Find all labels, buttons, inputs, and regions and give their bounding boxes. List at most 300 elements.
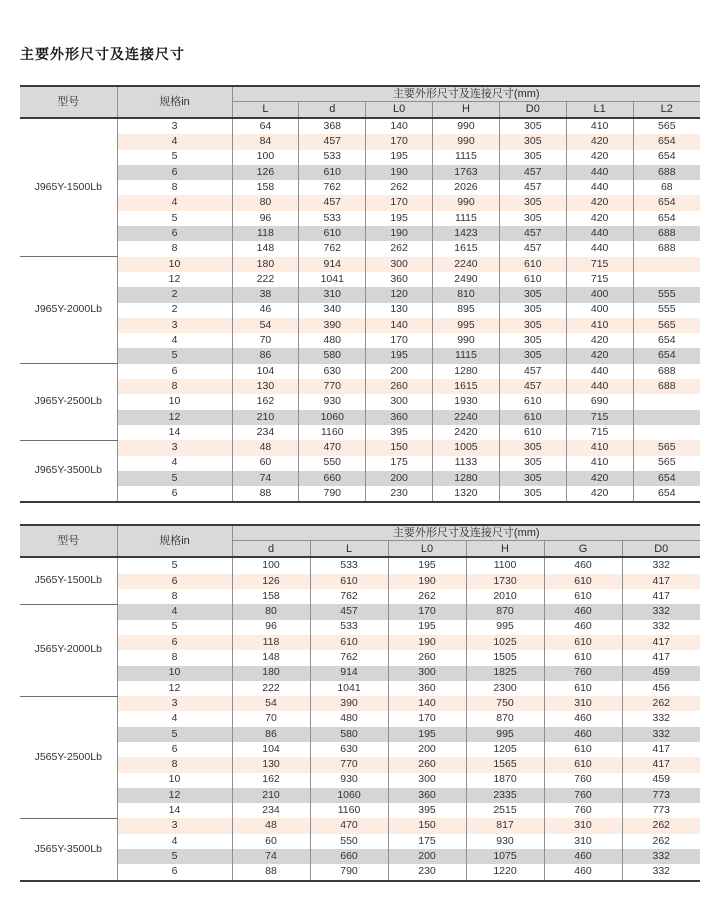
value-cell: 420 (566, 471, 633, 486)
value-cell: 457 (299, 134, 366, 149)
model-cell: J565Y-1500Lb (20, 557, 117, 604)
spec-cell: 6 (117, 742, 232, 757)
value-cell: 565 (633, 318, 700, 333)
value-cell: 104 (232, 364, 299, 379)
value-cell: 417 (622, 635, 700, 650)
value-cell (633, 425, 700, 440)
column-header-d0: D0 (499, 102, 566, 119)
value-cell: 660 (299, 471, 366, 486)
table-row (20, 318, 700, 333)
value-cell: 1160 (299, 425, 366, 440)
value-cell: 162 (232, 773, 310, 788)
value-cell: 96 (232, 620, 310, 635)
spec-cell: 8 (117, 589, 232, 604)
value-cell: 360 (366, 410, 433, 425)
value-cell: 1615 (433, 241, 500, 256)
value-cell: 300 (388, 666, 466, 681)
value-cell: 555 (633, 303, 700, 318)
dimensions-table-j565y (20, 524, 700, 881)
value-cell: 610 (499, 257, 566, 272)
spec-cell: 5 (117, 348, 232, 363)
column-header-l1: L1 (566, 102, 633, 119)
value-cell: 150 (366, 440, 433, 455)
value-cell: 990 (433, 134, 500, 149)
value-cell: 340 (299, 303, 366, 318)
spec-cell: 10 (117, 394, 232, 409)
value-cell: 2240 (433, 410, 500, 425)
value-cell: 610 (299, 165, 366, 180)
spec-cell: 6 (117, 486, 232, 502)
value-cell: 690 (566, 394, 633, 409)
spec-cell: 6 (117, 165, 232, 180)
value-cell: 1100 (466, 557, 544, 573)
value-cell: 762 (299, 180, 366, 195)
value-cell: 2490 (433, 272, 500, 287)
spec-cell: 6 (117, 574, 232, 589)
table-row (20, 864, 700, 880)
value-cell: 1060 (299, 410, 366, 425)
value-cell: 262 (366, 180, 433, 195)
value-cell: 180 (232, 257, 299, 272)
value-cell: 368 (299, 118, 366, 134)
model-cell: J565Y-3500Lb (20, 818, 117, 880)
value-cell: 420 (566, 486, 633, 502)
value-cell: 654 (633, 195, 700, 210)
value-cell: 995 (433, 318, 500, 333)
spec-cell: 3 (117, 818, 232, 833)
value-cell: 610 (499, 425, 566, 440)
table-row (20, 849, 700, 864)
value-cell: 195 (388, 620, 466, 635)
value-cell: 140 (366, 118, 433, 134)
value-cell: 773 (622, 803, 700, 818)
value-cell: 310 (544, 834, 622, 849)
table-row (20, 379, 700, 394)
value-cell: 305 (499, 150, 566, 165)
value-cell: 1115 (433, 211, 500, 226)
value-cell: 262 (388, 589, 466, 604)
table-row (20, 803, 700, 818)
spec-cell: 8 (117, 379, 232, 394)
value-cell: 170 (388, 604, 466, 619)
spec-cell: 8 (117, 241, 232, 256)
value-cell: 410 (566, 318, 633, 333)
value-cell: 400 (566, 303, 633, 318)
value-cell: 654 (633, 333, 700, 348)
table-row (20, 226, 700, 241)
value-cell: 417 (622, 742, 700, 757)
value-cell: 120 (366, 287, 433, 302)
value-cell: 300 (388, 773, 466, 788)
value-cell: 305 (499, 118, 566, 134)
value-cell: 1615 (433, 379, 500, 394)
table-row (20, 333, 700, 348)
value-cell: 305 (499, 333, 566, 348)
value-cell: 760 (544, 773, 622, 788)
value-cell: 234 (232, 425, 299, 440)
value-cell: 118 (232, 226, 299, 241)
value-cell: 1280 (433, 471, 500, 486)
value-cell: 260 (366, 379, 433, 394)
value-cell: 660 (310, 849, 388, 864)
value-cell: 930 (299, 394, 366, 409)
table-row (20, 773, 700, 788)
value-cell: 895 (433, 303, 500, 318)
value-cell: 390 (310, 696, 388, 711)
value-cell: 74 (232, 849, 310, 864)
table-row (20, 348, 700, 363)
value-cell: 305 (499, 471, 566, 486)
spec-cell: 5 (117, 620, 232, 635)
model-column-header: 型号 (20, 86, 117, 118)
value-cell: 440 (566, 241, 633, 256)
value-cell: 565 (633, 440, 700, 455)
value-cell: 260 (388, 650, 466, 665)
value-cell: 200 (366, 471, 433, 486)
value-cell: 195 (366, 150, 433, 165)
value-cell: 580 (310, 727, 388, 742)
value-cell: 1160 (310, 803, 388, 818)
value-cell: 332 (622, 620, 700, 635)
value-cell: 790 (310, 864, 388, 880)
value-cell: 610 (499, 394, 566, 409)
table-row (20, 727, 700, 742)
value-cell (633, 272, 700, 287)
value-cell: 456 (622, 681, 700, 696)
value-cell: 230 (366, 486, 433, 502)
table-row (20, 287, 700, 302)
value-cell: 420 (566, 195, 633, 210)
value-cell: 688 (633, 379, 700, 394)
value-cell: 480 (299, 333, 366, 348)
value-cell: 457 (499, 241, 566, 256)
value-cell: 995 (466, 727, 544, 742)
value-cell: 48 (232, 440, 299, 455)
column-header-l2: L2 (633, 102, 700, 119)
value-cell: 140 (388, 696, 466, 711)
value-cell: 126 (232, 574, 310, 589)
value-cell: 2335 (466, 788, 544, 803)
value-cell (633, 394, 700, 409)
table-row (20, 620, 700, 635)
value-cell: 200 (366, 364, 433, 379)
value-cell: 332 (622, 711, 700, 726)
value-cell: 420 (566, 134, 633, 149)
value-cell: 770 (299, 379, 366, 394)
value-cell: 610 (544, 757, 622, 772)
value-cell: 2026 (433, 180, 500, 195)
value-cell: 440 (566, 226, 633, 241)
value-cell (633, 410, 700, 425)
value-cell: 550 (310, 834, 388, 849)
spec-cell: 12 (117, 410, 232, 425)
value-cell: 610 (544, 589, 622, 604)
table-row (20, 241, 700, 256)
spec-cell: 6 (117, 635, 232, 650)
model-column-header: 型号 (20, 525, 117, 557)
value-cell: 457 (310, 604, 388, 619)
value-cell: 1205 (466, 742, 544, 757)
column-header-d: d (232, 541, 310, 558)
value-cell: 610 (544, 681, 622, 696)
value-cell: 158 (232, 589, 310, 604)
value-cell: 2240 (433, 257, 500, 272)
value-cell: 760 (544, 666, 622, 681)
value-cell: 148 (232, 241, 299, 256)
value-cell: 610 (499, 410, 566, 425)
value-cell: 630 (310, 742, 388, 757)
table-row (20, 257, 700, 272)
table-row (20, 788, 700, 803)
value-cell: 130 (366, 303, 433, 318)
table-row (20, 557, 700, 573)
table-row (20, 134, 700, 149)
value-cell: 417 (622, 757, 700, 772)
value-cell: 100 (232, 557, 310, 573)
page-title: 主要外形尺寸及连接尺寸 (20, 46, 185, 62)
value-cell: 162 (232, 394, 299, 409)
value-cell: 88 (232, 486, 299, 502)
value-cell: 175 (366, 456, 433, 471)
value-cell: 170 (388, 711, 466, 726)
value-cell: 417 (622, 589, 700, 604)
spec-cell: 3 (117, 118, 232, 134)
value-cell: 457 (499, 180, 566, 195)
model-cell: J965Y-2000Lb (20, 257, 117, 364)
value-cell: 460 (544, 620, 622, 635)
table-row (20, 834, 700, 849)
table-row (20, 650, 700, 665)
spec-column-header: 规格in (117, 86, 232, 118)
value-cell: 420 (566, 348, 633, 363)
model-cell: J565Y-2000Lb (20, 604, 117, 696)
value-cell: 420 (566, 150, 633, 165)
table-row (20, 574, 700, 589)
model-cell: J965Y-2500Lb (20, 364, 117, 440)
value-cell: 305 (499, 134, 566, 149)
value-cell: 480 (310, 711, 388, 726)
value-cell: 175 (388, 834, 466, 849)
value-cell: 457 (499, 226, 566, 241)
table-row (20, 604, 700, 619)
spec-cell: 12 (117, 272, 232, 287)
value-cell: 688 (633, 226, 700, 241)
value-cell: 410 (566, 456, 633, 471)
value-cell: 565 (633, 118, 700, 134)
value-cell: 230 (388, 864, 466, 880)
value-cell: 360 (388, 681, 466, 696)
header-row-top (20, 86, 700, 102)
value-cell: 750 (466, 696, 544, 711)
dimensions-table-j965y (20, 85, 700, 503)
value-cell: 410 (566, 440, 633, 455)
value-cell: 630 (299, 364, 366, 379)
value-cell: 305 (499, 456, 566, 471)
value-cell: 100 (232, 150, 299, 165)
value-cell: 460 (544, 604, 622, 619)
table-row (20, 303, 700, 318)
value-cell: 262 (622, 696, 700, 711)
value-cell: 262 (366, 241, 433, 256)
column-header-l0: L0 (388, 541, 466, 558)
spec-cell: 8 (117, 180, 232, 195)
value-cell: 170 (366, 333, 433, 348)
value-cell: 580 (299, 348, 366, 363)
value-cell: 96 (232, 211, 299, 226)
value-cell: 360 (388, 788, 466, 803)
value-cell: 305 (499, 211, 566, 226)
value-cell: 332 (622, 557, 700, 573)
value-cell: 126 (232, 165, 299, 180)
value-cell: 332 (622, 604, 700, 619)
value-cell: 555 (633, 287, 700, 302)
spec-cell: 10 (117, 773, 232, 788)
value-cell: 457 (499, 364, 566, 379)
table-row (20, 272, 700, 287)
column-header-d: d (299, 102, 366, 119)
value-cell: 305 (499, 303, 566, 318)
value-cell: 305 (499, 440, 566, 455)
value-cell: 715 (566, 272, 633, 287)
value-cell: 790 (299, 486, 366, 502)
value-cell: 762 (310, 589, 388, 604)
value-cell: 930 (310, 773, 388, 788)
value-cell: 300 (366, 257, 433, 272)
value-cell: 1505 (466, 650, 544, 665)
value-cell: 420 (566, 333, 633, 348)
value-cell: 460 (544, 727, 622, 742)
value-cell: 262 (622, 818, 700, 833)
value-cell: 84 (232, 134, 299, 149)
value-cell: 1565 (466, 757, 544, 772)
spec-cell: 4 (117, 711, 232, 726)
table-header (20, 525, 700, 557)
spec-cell: 12 (117, 681, 232, 696)
value-cell: 870 (466, 604, 544, 619)
spec-cell: 12 (117, 788, 232, 803)
value-cell: 470 (310, 818, 388, 833)
value-cell: 1005 (433, 440, 500, 455)
value-cell: 460 (544, 864, 622, 880)
value-cell: 457 (499, 379, 566, 394)
value-cell: 1730 (466, 574, 544, 589)
table-row (20, 165, 700, 180)
value-cell: 460 (544, 711, 622, 726)
table-row (20, 818, 700, 833)
table-row (20, 410, 700, 425)
spec-cell: 5 (117, 727, 232, 742)
value-cell: 810 (433, 287, 500, 302)
value-cell: 200 (388, 742, 466, 757)
value-cell: 1423 (433, 226, 500, 241)
value-cell: 200 (388, 849, 466, 864)
value-cell: 180 (232, 666, 310, 681)
value-cell: 86 (232, 348, 299, 363)
value-cell: 930 (466, 834, 544, 849)
value-cell: 817 (466, 818, 544, 833)
table-row (20, 211, 700, 226)
table-row (20, 742, 700, 757)
table-row (20, 757, 700, 772)
value-cell: 565 (633, 456, 700, 471)
value-cell: 654 (633, 134, 700, 149)
model-cell: J565Y-2500Lb (20, 696, 117, 818)
table-header (20, 86, 700, 118)
value-cell: 1041 (299, 272, 366, 287)
value-cell: 1115 (433, 150, 500, 165)
value-cell: 260 (388, 757, 466, 772)
value-cell: 54 (232, 696, 310, 711)
value-cell: 410 (566, 118, 633, 134)
value-cell: 610 (299, 226, 366, 241)
spec-cell: 6 (117, 864, 232, 880)
value-cell: 74 (232, 471, 299, 486)
value-cell: 762 (299, 241, 366, 256)
spec-cell: 5 (117, 471, 232, 486)
value-cell: 148 (232, 650, 310, 665)
value-cell: 610 (544, 742, 622, 757)
value-cell: 1025 (466, 635, 544, 650)
spec-cell: 14 (117, 803, 232, 818)
value-cell: 234 (232, 803, 310, 818)
value-cell: 1075 (466, 849, 544, 864)
value-cell: 60 (232, 834, 310, 849)
spec-cell: 4 (117, 195, 232, 210)
value-cell: 610 (544, 574, 622, 589)
table-row (20, 666, 700, 681)
value-cell: 158 (232, 180, 299, 195)
value-cell: 760 (544, 803, 622, 818)
value-cell: 1870 (466, 773, 544, 788)
value-cell: 1060 (310, 788, 388, 803)
spec-cell: 8 (117, 757, 232, 772)
table-row (20, 486, 700, 502)
model-cell: J965Y-3500Lb (20, 440, 117, 502)
table-row (20, 425, 700, 440)
value-cell: 715 (566, 257, 633, 272)
value-cell: 88 (232, 864, 310, 880)
value-cell: 395 (366, 425, 433, 440)
value-cell: 770 (310, 757, 388, 772)
value-cell: 654 (633, 150, 700, 165)
value-cell: 914 (310, 666, 388, 681)
value-cell: 440 (566, 379, 633, 394)
table-row (20, 681, 700, 696)
value-cell: 550 (299, 456, 366, 471)
value-cell: 104 (232, 742, 310, 757)
value-cell: 2420 (433, 425, 500, 440)
column-header-d0: D0 (622, 541, 700, 558)
value-cell: 610 (544, 650, 622, 665)
value-cell: 195 (366, 211, 433, 226)
spec-cell: 3 (117, 318, 232, 333)
value-cell: 990 (433, 333, 500, 348)
value-cell: 332 (622, 849, 700, 864)
value-cell: 610 (310, 635, 388, 650)
value-cell: 80 (232, 195, 299, 210)
value-cell: 914 (299, 257, 366, 272)
header-row-top (20, 525, 700, 541)
value-cell: 459 (622, 773, 700, 788)
value-cell: 390 (299, 318, 366, 333)
value-cell: 305 (499, 318, 566, 333)
value-cell: 990 (433, 118, 500, 134)
value-cell: 305 (499, 348, 566, 363)
value-cell: 440 (566, 180, 633, 195)
value-cell: 195 (388, 727, 466, 742)
table-row (20, 589, 700, 604)
value-cell: 870 (466, 711, 544, 726)
